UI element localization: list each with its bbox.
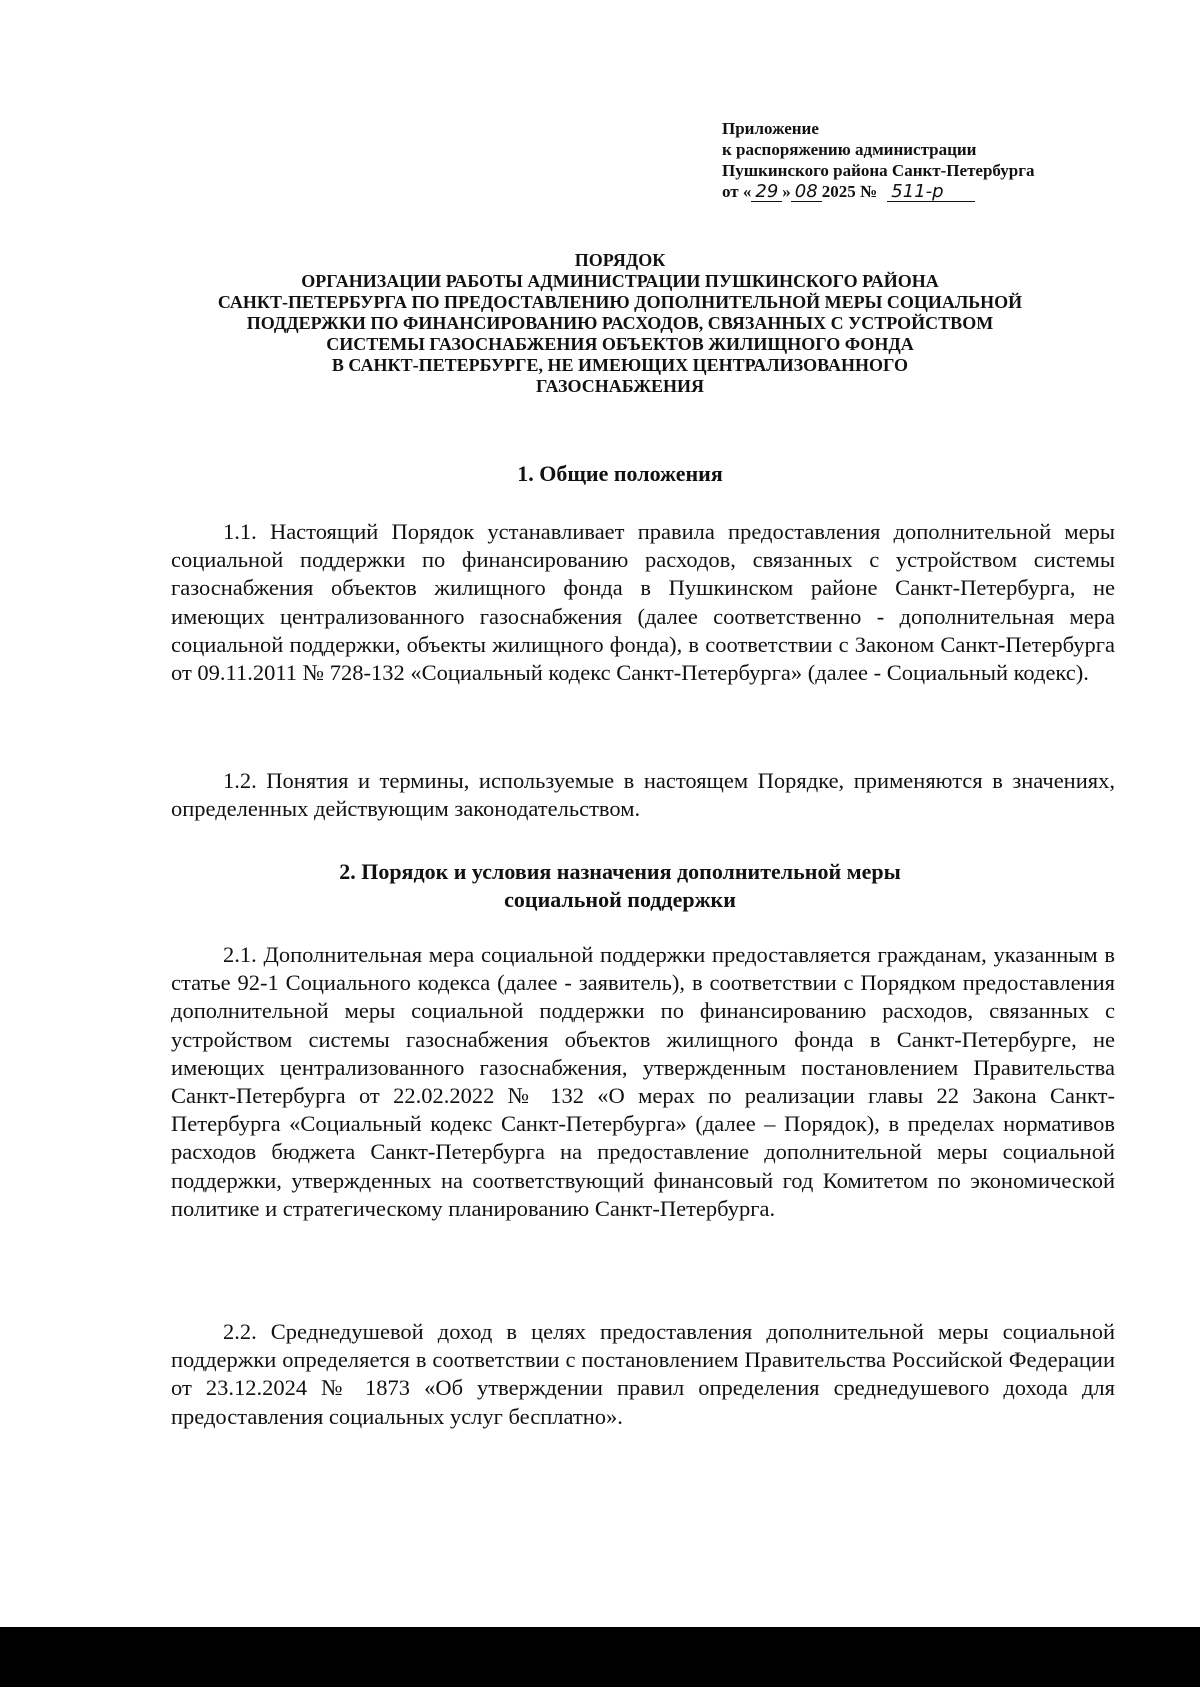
appendix-label: Приложение [722,119,819,138]
title-line-2: ОРГАНИЗАЦИИ РАБОТЫ АДМИНИСТРАЦИИ ПУШКИНСКОГО РАЙОНА [301,271,939,291]
handwritten-day: 29 [751,183,782,202]
title-line-7: ГАЗОСНАБЖЕНИЯ [535,376,705,396]
date-year: 2025 № [821,182,878,201]
appendix-order-ref: к распоряжению администрации [722,140,977,159]
date-separator: » [782,182,791,201]
appendix-header [722,118,1034,202]
document-title [170,250,1070,397]
paragraph-2-2: 2.2. Среднедушевой доход в целях предоставления дополнительной меры социальной поддержки определяется в соответствии с постановлением Правительства Российской Федерации от 23.12.2024 № 1873 «Об утверждении правил определения среднедушевого дохода для предоставления социальных услуг бесплатно». [171,1319,1115,1429]
handwritten-number: 511-р [887,183,975,202]
scan-bottom-border [0,1627,1200,1687]
paragraph-2-1: 2.1. Дополнительная мера социальной поддержки предоставляется гражданам, указанным в статье 92-1 Социального кодекса (далее - заявитель), в соответствии с Порядком предоставления дополнительной меры социальной поддержки по финансированию расходов, связанных с устройством системы газоснабжения объектов жилищного фонда в Санкт-Петербурге, не имеющих централизованного газоснабжения, утвержденным постановлением Правительства Санкт-Петербурга от 22.02.2022 № 132 «О мерах по реализации главы 22 Закона Санкт-Петербурга «Социальный кодекс Санкт-Петербурга» (далее – Порядок), в пределах нормативов расходов бюджета Санкт-Петербурга на предоставление дополнительной меры социальной поддержки, утвержденных на соответствующий финансовый год Комитетом по экономической политике и стратегическому планированию Санкт-Петербурга. [171,942,1115,1221]
title-line-4: ПОДДЕРЖКИ ПО ФИНАНСИРОВАНИЮ РАСХОДОВ, СВЯЗАННЫХ С УСТРОЙСТВОМ [246,313,994,333]
paragraph-1-1: 1.1. Настоящий Порядок устанавливает правила предоставления дополнительной меры социальной поддержки по финансированию расходов, связанных с устройством системы газоснабжения объектов жилищного фонда в Пушкинском районе Санкт-Петербурга, не имеющих централизованного газоснабжения (далее соответственно - дополнительная мера социальной поддержки, объекты жилищного фонда), в соответствии с Законом Санкт-Петербурга от 09.11.2011 № 728-132 «Социальный кодекс Санкт-Петербурга» (далее - Социальный кодекс). [171,519,1115,686]
title-line-6: В САНКТ-ПЕТЕРБУРГЕ, НЕ ИМЕЮЩИХ ЦЕНТРАЛИЗОВАННОГО [331,355,909,375]
section-1-heading-text: 1. Общие положения [517,461,723,486]
appendix-district: Пушкинского района Санкт-Петербурга [722,161,1035,180]
title-line-1: ПОРЯДОК [574,250,666,270]
paragraph-1-2: 1.2. Понятия и термины, используемые в настоящем Порядке, применяются в значениях, определенных действующим законодательством. [171,768,1115,822]
handwritten-month: 08 [791,183,822,202]
section-1-heading [170,460,1070,488]
title-line-3: САНКТ-ПЕТЕРБУРГА ПО ПРЕДОСТАВЛЕНИЮ ДОПОЛНИТЕЛЬНОЙ МЕРЫ СОЦИАЛЬНОЙ [217,292,1023,312]
section-2-heading-line-2: социальной поддержки [504,887,736,912]
section-2-heading [170,858,1070,914]
date-prefix: от « [722,182,752,201]
title-line-5: СИСТЕМЫ ГАЗОСНАБЖЕНИЯ ОБЪЕКТОВ ЖИЛИЩНОГО ФОНДА [326,334,914,354]
appendix-date-line [722,181,1034,202]
section-2-heading-line-1: 2. Порядок и условия назначения дополнительной меры [339,859,901,884]
